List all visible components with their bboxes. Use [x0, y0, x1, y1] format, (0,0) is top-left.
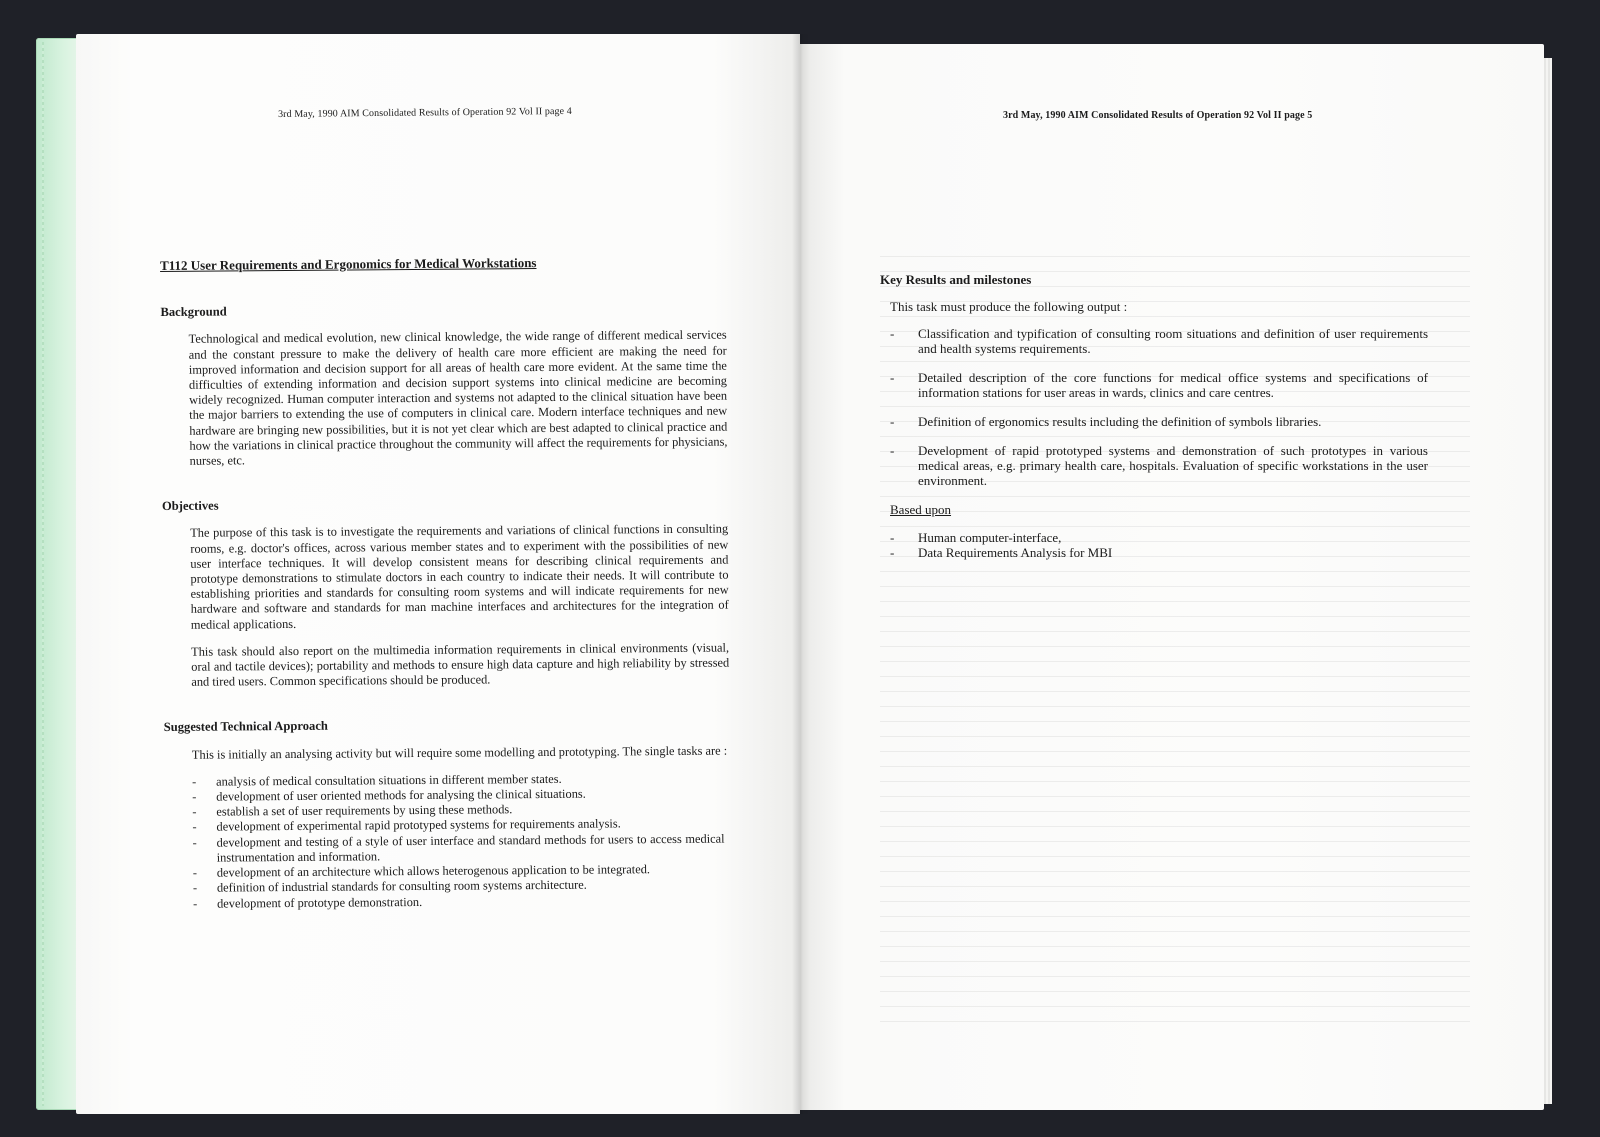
- approach-heading: Suggested Technical Approach: [163, 719, 328, 735]
- key-results-heading: Key Results and milestones: [880, 272, 1032, 287]
- objectives-heading: Objectives: [161, 498, 219, 514]
- list-item: - establish a set of user requirements by using these methods.: [164, 801, 724, 821]
- list-item: - development of experimental rapid prototyped systems for requirements analysis.: [164, 816, 724, 836]
- right-page-header: 3rd May, 1990 AIM Consolidated Results of Operation 92 Vol II page 5: [1003, 110, 1313, 121]
- left-page-body: [160, 253, 745, 911]
- objectives-para-2: This task should also report on the multimedia information requirements in clinical environments (visual, oral and tactile devices); portability and methods to ensure high data capture and high reliability by stressed and tired users. Common specifications should be produced.: [191, 640, 730, 690]
- list-item: - analysis of medical consultation situations in different member states.: [164, 770, 724, 790]
- based-upon-heading: Based upon: [890, 502, 952, 518]
- objectives-para-1: The purpose of this task is to investigate the requirements and variations of clinical functions in consulting rooms, e.g. doctor's offices, across various member states and to experiment with the possibilities of new user interface techniques. It will develop consistent means for describing clinical requirements and prototype demonstrations to stimulate doctors in each country to indicate their needs. It will contribute to establishing priorities and standards for consulting room systems and will indicate requirements for new hardware and software and standards for man machine interfaces and architectures for the integration of medical applications.: [190, 521, 729, 632]
- list-item: - Human computer-interface,: [880, 530, 1428, 545]
- left-page-header: 3rd May, 1990 AIM Consolidated Results of Operation 92 Vol II page 4: [278, 105, 572, 120]
- key-results-intro: This task must produce the following output :: [890, 299, 1128, 315]
- book-gutter: [792, 34, 810, 1114]
- list-item: - Detailed description of the core functions for medical office systems and specifications of information stations for user areas in wards, clinics and care centres.: [880, 370, 1428, 400]
- task-title: T112 User Requirements and Ergonomics for Medical Workstations: [160, 255, 537, 273]
- list-item: - Development of rapid prototyped systems and demonstration of such prototypes in various medical areas, e.g. primary health care, hospitals. Evaluation of specific workstations in the user environment.: [880, 443, 1428, 488]
- based-upon-list: [880, 530, 1455, 560]
- background-text: Technological and medical evolution, new clinical knowledge, the wide range of different medical services and the constant pressure to make the delivery of health care more efficient are making the need for improved information and decision support for all areas of health care more evident. At the same time the difficulties of extending information and decision support systems into clinical medicine are becoming widely recognized. Human computer interaction and systems not adapted to the clinical situation have been the major barriers to extending the use of computers in clinical care. Modern interface techniques and new hardware are bringing new possibilities, but it is not yet clear which are best adapted to clinical practice and how the variations in clinical practice throughout the community will affect the requirements for physicians, nurses, etc.: [188, 327, 728, 468]
- list-item: - Definition of ergonomics results including the definition of symbols libraries.: [880, 414, 1428, 429]
- list-item: - development and testing of a style of user interface and standard methods for users to access medical instrumentation and information.: [165, 831, 725, 866]
- key-results-list: [880, 326, 1455, 488]
- list-item: - definition of industrial standards for consulting room systems architecture.: [165, 877, 725, 897]
- list-item: - development of an architecture which allows heterogenous application to be integrated.: [165, 862, 725, 882]
- list-item: - development of user oriented methods for analysing the clinical situations.: [164, 786, 724, 806]
- approach-intro: This is initially an analysing activity but will require some modelling and prototyping. The single tasks are :: [191, 743, 728, 762]
- list-item: - Data Requirements Analysis for MBI: [880, 545, 1428, 560]
- list-item: - Classification and typification of consulting room situations and definition of user requirements and health systems requirements.: [880, 326, 1428, 356]
- list-item: - development of prototype demonstration.: [165, 892, 725, 912]
- background-heading: Background: [160, 304, 227, 320]
- right-page-body: [880, 272, 1455, 560]
- approach-task-list: [164, 770, 745, 911]
